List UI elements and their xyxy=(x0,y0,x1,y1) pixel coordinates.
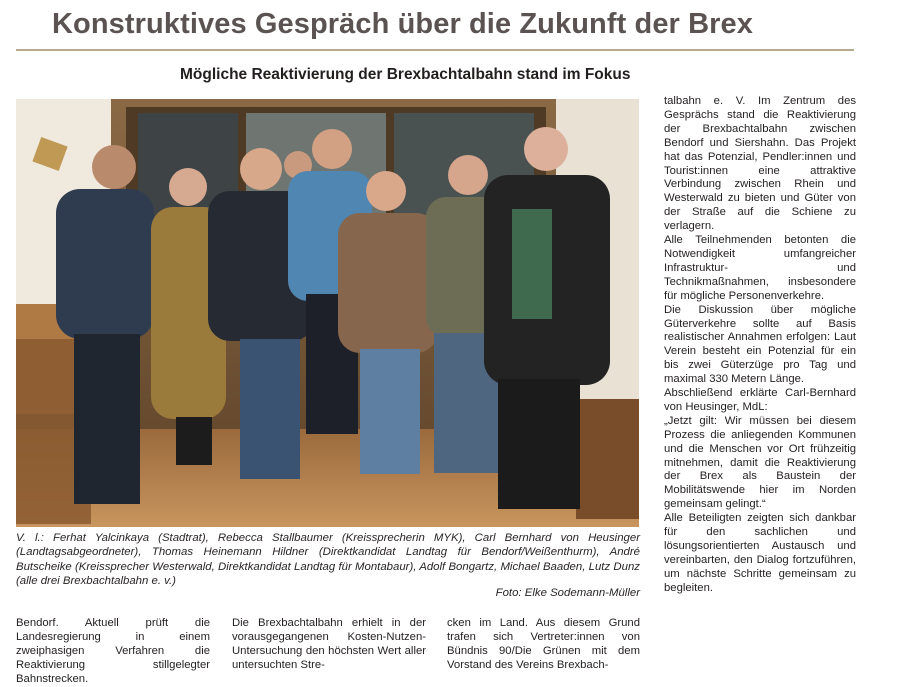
group-photo xyxy=(16,99,639,527)
column-3-text: cken im Land. Aus diesem Grund trafen sich Vertreter:innen von Bündnis 90/Die Grünen mit dem Vorstand des Vereins Brexbach- xyxy=(447,617,640,671)
column-4-paragraph: Abschließend erklärte Carl-Bernhard von Heusinger, MdL: xyxy=(664,387,856,413)
article-column-3 xyxy=(447,617,640,673)
photo-credit: Foto: Elke Sodemann-Müller xyxy=(495,587,640,599)
article-column-4 xyxy=(664,95,856,596)
column-4-paragraph: Alle Beteiligten zeigten sich dankbar für den sachlichen und lösungsorientierten Austausch und vereinbarten, den Dialog fortzuführen, um nächste Schritte gemeinsam zu begleiten. xyxy=(664,512,856,594)
article-subheadline: Mögliche Reaktivierung der Brexbachtalbahn stand im Fokus xyxy=(180,66,631,83)
column-4-quote: „Jetzt gilt: Wir müssen bei diesem Prozess die anliegenden Kommunen und die Menschen vor Ort frühzeitig mitnehmen, damit die Reaktivierung der Brex als Baustein der Mobilitätswende hier im Norden gemeinsam gelingt.“ xyxy=(664,414,856,511)
article-column-1 xyxy=(16,617,210,687)
column-4-paragraph: talbahn e. V. Im Zentrum des Gesprächs stand die Reaktivierung der Brexbachtalbahn zwischen Bendorf und Siershahn. Das Projekt hat das Potenzial, Pendler:innen und Tourist:innen eine attraktive Verbindung zwischen Rhein und Westerwald zu bieten und Güter von der Straße auf die Schiene zu verlagern. xyxy=(664,95,856,233)
column-4-paragraph: Die Diskussion über mögliche Güterverkehre sollte auf Basis realistischer Annahmen erfolgen: Laut Verein besteht ein Potenzial für ein bis zwei Güterzüge pro Tag und maximal 330 Metern Länge. xyxy=(664,303,856,386)
photo-caption: V. l.: Ferhat Yalcinkaya (Stadtrat), Rebecca Stallbaumer (Kreissprecherin MYK), Carl Bernhard von Heusinger (Landtagsabgeordneter), Thomas Heinemann Hildner (Direktkandidat Landtag für Bendorf/Weißenthurm), André Butscheike (Kreissprecher Westerwald, Direktkandidat Landtag für Montabaur), Adolf Bongartz, Michael Baaden, Lutz Dunz (alle drei Brexbachtalbahn e. v.) xyxy=(16,532,640,588)
column-4-paragraph: Alle Teilnehmenden betonten die Notwendigkeit umfangreicher Infrastruktur- und Technikmaßnahmen, insbesondere für mögliche Personenverkehre. xyxy=(664,234,856,302)
article-headline: Konstruktives Gespräch über die Zukunft der Brex xyxy=(52,8,753,40)
headline-rule xyxy=(16,49,854,51)
article-column-2 xyxy=(232,617,426,673)
column-1-text: Bendorf. Aktuell prüft die Landesregierung in einem zweiphasigen Verfahren die Reaktivierung stillgelegter Bahnstrecken. xyxy=(16,617,210,685)
column-2-text: Die Brexbachtalbahn erhielt in der vorausgegangenen Kosten-Nutzen-Untersuchung den höchsten Wert aller untersuchten Stre- xyxy=(232,617,426,671)
